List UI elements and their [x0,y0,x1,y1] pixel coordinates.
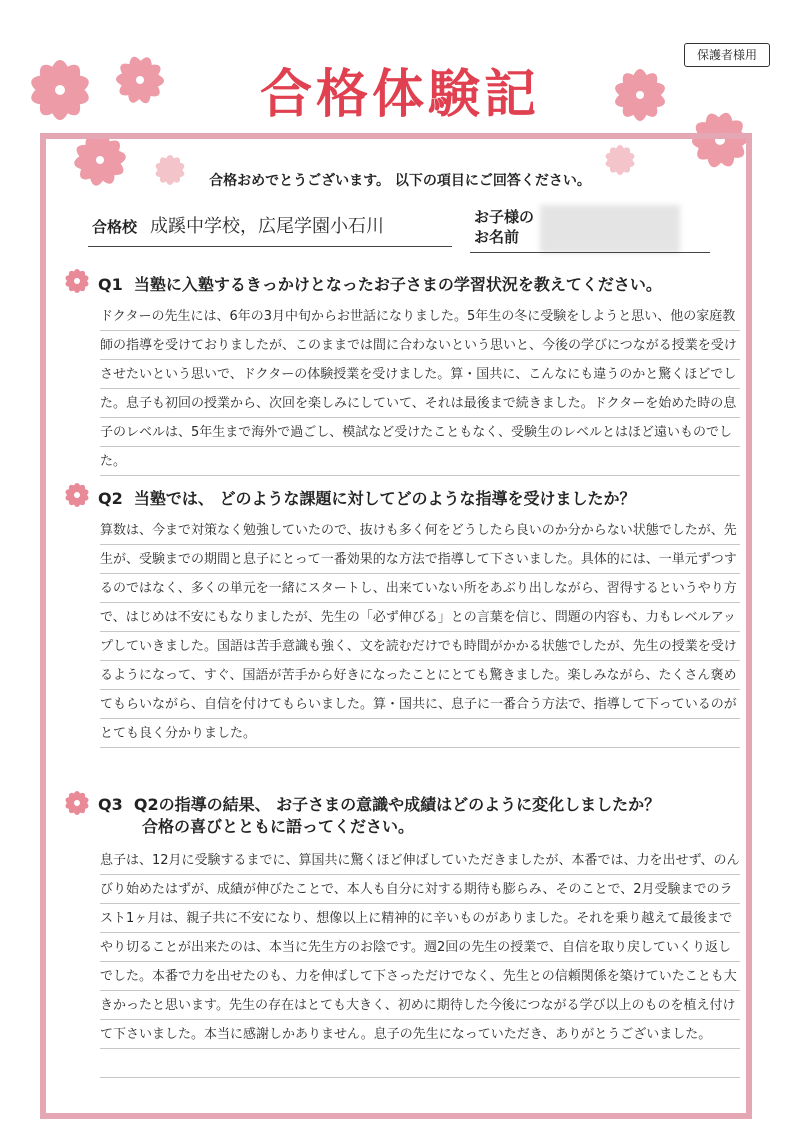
q1-heading [98,272,662,295]
q2-number: Q2 [98,489,123,508]
child-underline [470,252,710,253]
q1-text: 当塾に入塾するきっかけとなったお子さまの学習状況を教えてください。 [133,275,662,294]
page-title: 合格体験記 [259,64,540,125]
school-underline [88,246,452,247]
child-label-2: お名前 [474,228,520,246]
school-label: 合格校 [92,218,138,236]
redacted-name [540,205,680,253]
school-value: 成蹊中学校，広尾学園小石川 [150,216,384,237]
intro-text: 合格おめでとうございます。 以下の項目にご回答ください。 [209,173,591,189]
q2-heading [98,486,635,509]
q1-answer: ドクターの先生には、6年の3月中旬からお世話になりました。5年生の冬に受験をしようと思い、他の家庭教師の指導を受けておりましたが、このままでは間に合わないという思いと、今後の学びにつながる授業を受けさせたいという思いで、ドクターの体験授業を受けました。算・国共に、こんなにも違うのかと驚くほどでした。息子も初回の授業から、次回を楽しみにしていて、それは最後まで続きました。ドクターを始めた時の息子のレベルは、5年生まで海外で過ごし、模試など受けたこともなく、受験生のレベルとはほど遠いものでした。 [100,302,740,476]
q3-number: Q3 [98,795,123,814]
child-label-1: お子様の [474,208,535,226]
q3-flower-icon [60,786,94,820]
q2-flower-icon [60,478,94,512]
q3-heading [98,792,660,815]
q2-answer: 算数は、今まで対策なく勉強していたので、抜けも多く何をどうしたら良いのか分からない状態でしたが、先生が、受験までの期間と息子にとって一番効果的な方法で指導して下さいました。具体的には、一単元ずつするのではなく、多くの単元を一緒にスタートし、出来ていない所をあぶり出しながら、習得するというやり方で、はじめは不安にもなりましたが、先生の「必ず伸びる」との言葉を信じ、問題の内容も、力もレベルアップしていきました。国語は苦手意識も強く、文を読むだけでも時間がかかる状態でしたが、先生の授業を受けるようになって、すぐ、国語が苦手から好きになったことにとても驚きました。楽しみながら、たくさん褒めてもらいながら、自信を付けてもらいました。算・国共に、息子に一番合う方法で、指導して下っているのがとても良く分かりました。 [100,516,740,748]
guardian-badge: 保護者様用 [684,43,770,67]
q3-text-line2: 合格の喜びとともに語ってください。 [142,817,415,836]
q3-answer: 息子は、12月に受験するまでに、算国共に驚くほど伸ばしていただきましたが、本番では、力を出せず、のんびり始めたはずが、成績が伸びたことで、本人も自分に対する期待も膨らみ、そのことで、2月受験までのラスト1ヶ月は、親子共に不安になり、想像以上に精神的に辛いものがありました。それを乗り越えて最後までやり切ることが出来たのは、本当に先生方のお陰です。週2回の先生の授業で、自信を取り戻していくり返しでした。本番で力を出せたのも、力を伸ばして下さっただけでなく、先生との信頼関係を築けていたことも大きかったと思います。先生の存在はとても大きく、初めに期待した今後につながる学び以上のものを植え付けて下さいました。本当に感謝しかありません。息子の先生になっていただき、ありがとうございました。 [100,846,740,1078]
q2-text: 当塾では、 どのような課題に対してどのような指導を受けましたか？ [133,489,636,508]
q1-number: Q1 [98,275,123,294]
q3-text: Q2の指導の結果、 お子さまの意識や成績はどのように変化しましたか？ [133,795,661,814]
q1-flower-icon [60,264,94,298]
